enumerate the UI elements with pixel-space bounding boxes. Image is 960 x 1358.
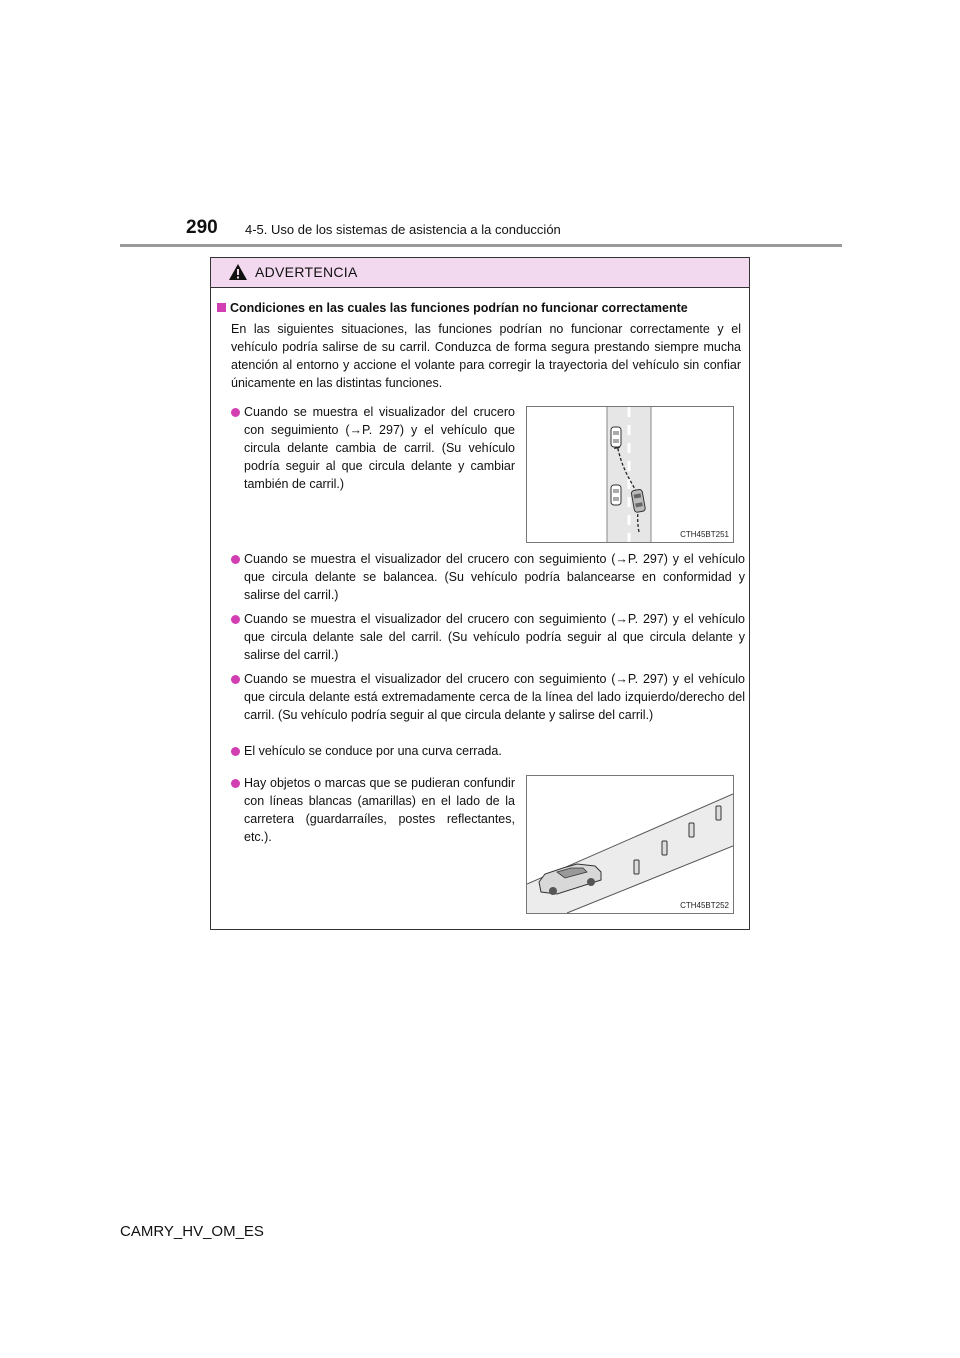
list-item [223, 550, 745, 604]
section-title: 4-5. Uso de los sistemas de asistencia a la conducción [245, 222, 561, 237]
figure-code: CTH45BT252 [680, 901, 729, 910]
warning-title: ADVERTENCIA [255, 264, 358, 280]
bullet-dot-icon [231, 555, 240, 564]
warning-header [211, 258, 749, 288]
list-item-text: Hay objetos o marcas que se pudieran confundir con líneas blancas (amarillas) en el lado de la carretera (guardarraíles, postes reflectantes, etc.). [244, 776, 515, 844]
warning-triangle-icon [228, 263, 248, 281]
list-item [223, 670, 745, 724]
list-item-text: El vehículo se conduce por una curva cerrada. [244, 744, 502, 758]
figure-lane-change [526, 406, 734, 543]
list-item-text: Cuando se muestra el visualizador del crucero con seguimiento (→P. 297) y el vehículo que circula delante se balancea. (Su vehículo podría balancearse en conformidad y salirse del carril.) [244, 552, 745, 602]
list-item-text: Cuando se muestra el visualizador del crucero con seguimiento (→P. 297) y el vehículo que circula delante está extremadamente cerca de la línea del lado izquierdo/derecho del carril. (Su vehículo podría seguir al que circula delante y salirse del carril.) [244, 672, 745, 722]
warning-heading [217, 301, 742, 315]
list-item-text: Cuando se muestra el visualizador del crucero con seguimiento (→P. 297) y el vehículo que circula delante sale del carril. (Su vehículo podría seguir al que circula delante y salirse del carril.) [244, 612, 745, 662]
figure-code: CTH45BT251 [680, 530, 729, 539]
bullet-dot-icon [231, 747, 240, 756]
bullet-dot-icon [231, 408, 240, 417]
bullet-dot-icon [231, 675, 240, 684]
list-item [223, 774, 515, 846]
bullet-dot-icon [231, 779, 240, 788]
road-posts-illustration-icon [527, 776, 733, 913]
intro-paragraph: En las siguientes situaciones, las funciones podrían no funcionar correctamente y el vehículo podría salirse de su carril. Conduzca de forma segura prestando siempre mucha atención al entorno y accione el volante para corregir la trayectoria del vehículo sin confiar únicamente en las distintas funciones. [231, 322, 741, 390]
figure-road-posts [526, 775, 734, 914]
header-rule [120, 244, 842, 247]
page-number: 290 [186, 217, 218, 238]
list-item [223, 403, 515, 493]
bullet-dot-icon [231, 615, 240, 624]
footer-document-code: CAMRY_HV_OM_ES [120, 1223, 264, 1240]
list-item-text: Cuando se muestra el visualizador del crucero con seguimiento (→P. 297) y el vehículo que circula delante cambia de carril. (Su vehículo podría seguir al que circula delante y cambiar también de carril.) [244, 405, 515, 491]
warning-box [210, 257, 750, 930]
list-item [223, 610, 745, 664]
warning-heading-text: Condiciones en las cuales las funciones podrían no funcionar correctamente [230, 301, 688, 315]
square-bullet-icon [217, 303, 226, 312]
list-item [223, 742, 745, 760]
lane-change-illustration-icon [527, 407, 733, 542]
